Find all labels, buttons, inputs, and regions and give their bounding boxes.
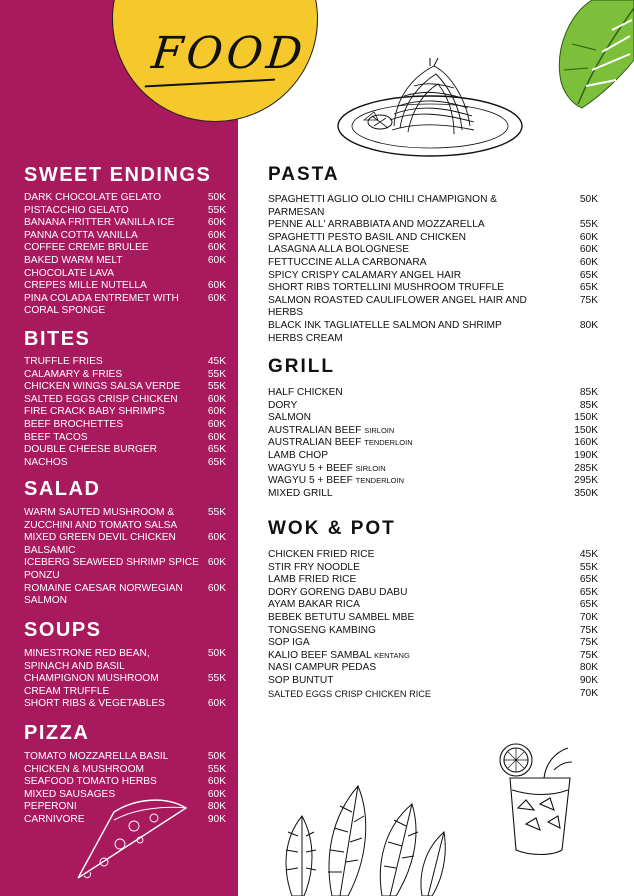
menu-item: BAKED WARM MELT CHOCOLATE LAVA 60K: [24, 254, 226, 279]
menu-item: BLACK INK TAGLIATELLE SALMON AND SHRIMP HERBS CREAM 80K: [268, 319, 598, 344]
menu-item: LAMB FRIED RICE 65K: [268, 574, 598, 586]
menu-item: DORY GORENG DABU DABU 65K: [268, 586, 598, 598]
menu-item: BEBEK BETUTU SAMBEL MBE 70K: [268, 611, 598, 623]
section-pizza: [24, 722, 226, 827]
menu-item: SEAFOOD TOMATO HERBS 60K: [24, 776, 226, 788]
section-title: WOK & POT: [268, 518, 396, 539]
menu-item: SALTED EGGS CRISP CHICKEN RICE 70K: [268, 687, 598, 699]
menu-item: STIR FRY NOODLE 55K: [268, 561, 598, 573]
menu-item: KALIO BEEF SAMBAL KENTANG 75K: [268, 649, 598, 661]
menu-item: SOP IGA 75K: [268, 637, 598, 649]
menu-item: SPAGHETTI AGLIO OLIO CHILI CHAMPIGNON & PARMESAN 50K: [268, 194, 598, 218]
menu-list: [24, 192, 226, 318]
menu-item: MINESTRONE RED BEAN, SPINACH AND BASIL 50K: [24, 648, 226, 672]
page-title: FOOD: [149, 28, 308, 79]
menu-item: MIXED GREEN DEVIL CHICKEN BALSAMIC 60K: [24, 532, 226, 556]
menu-item: LAMB CHOP 190K: [268, 449, 598, 461]
menu-item: NASI CAMPUR PEDAS 80K: [268, 662, 598, 674]
menu-item: CHICKEN WINGS SALSA VERDE 55K: [24, 381, 226, 393]
menu-item: ICEBERG SEAWEED SHRIMP SPICE PONZU 60K: [24, 557, 226, 581]
menu-item: WAGYU 5 + BEEF SIRLOIN 285K: [268, 462, 598, 474]
menu-item: TONGSENG KAMBING 75K: [268, 624, 598, 636]
menu-item: TRUFFLE FRIES 45K: [24, 356, 226, 367]
section-title: PASTA: [268, 164, 340, 185]
section-wok-pot: [268, 518, 598, 700]
menu-item: MIXED SAUSAGES 60K: [24, 788, 226, 800]
menu-list: [268, 194, 598, 345]
section-title: SOUPS: [24, 619, 102, 641]
menu-item: FIRE CRACK BABY SHRIMPS 60K: [24, 406, 226, 418]
menu-item: CHICKEN FRIED RICE 45K: [268, 549, 598, 560]
menu-item: SHORT RIBS & VEGETABLES 60K: [24, 698, 226, 710]
menu-item: CARNIVORE 90K: [24, 813, 226, 825]
menu-item: BEEF TACOS 60K: [24, 431, 226, 443]
section-title: SALAD: [24, 478, 101, 500]
menu-item: HALF CHICKEN 85K: [268, 387, 598, 398]
menu-list: [268, 549, 598, 700]
menu-item: TOMATO MOZZARELLA BASIL 50K: [24, 751, 226, 762]
cocktail-glass-icon: [496, 738, 578, 858]
section-sweet-endings: [24, 164, 226, 318]
menu-item: BANANA FRITTER VANILLA ICE 60K: [24, 217, 226, 229]
section-title: GRILL: [268, 356, 335, 377]
section-bites: [24, 328, 226, 469]
menu-item: ROMAINE CAESAR NORWEGIAN SALMON 60K: [24, 582, 226, 607]
menu-list: [24, 751, 226, 827]
section-title: BITES: [24, 328, 91, 350]
section-title: PIZZA: [24, 722, 90, 744]
menu-list: [24, 356, 226, 469]
menu-item: SHORT RIBS TORTELLINI MUSHROOM TRUFFLE 65K: [268, 282, 598, 294]
section-pasta: [268, 164, 598, 345]
menu-item: FETTUCCINE ALLA CARBONARA 60K: [268, 256, 598, 268]
menu-item: PINA COLADA ENTREMET WITH CORAL SPONGE 60K: [24, 292, 226, 317]
menu-item: NACHOS 65K: [24, 456, 226, 468]
menu-item: COFFEE CREME BRULEE 60K: [24, 242, 226, 254]
palm-leaves-icon: [262, 776, 450, 896]
menu-list: [268, 387, 598, 500]
menu-item: PEPERONI 80K: [24, 801, 226, 813]
spaghetti-plate-icon: [334, 56, 526, 160]
menu-item: WAGYU 5 + BEEF TENDERLOIN 295K: [268, 475, 598, 487]
section-soups: [24, 619, 226, 711]
menu-list: [24, 507, 226, 608]
menu-item: SALTED EGGS CRISP CHICKEN 60K: [24, 393, 226, 405]
menu-item: DOUBLE CHEESE BURGER 65K: [24, 444, 226, 456]
section-grill: [268, 356, 598, 500]
menu-item: PISTACCHIO GELATO 55K: [24, 204, 226, 216]
menu-item: CALAMARY & FRIES 55K: [24, 368, 226, 380]
menu-item: DARK CHOCOLATE GELATO 50K: [24, 192, 226, 203]
menu-item: SOP BUNTUT 90K: [268, 674, 598, 686]
section-title: SWEET ENDINGS: [24, 164, 212, 186]
menu-item: CHAMPIGNON MUSHROOM CREAM TRUFFLE 55K: [24, 673, 226, 697]
monstera-leaf-icon: [552, 0, 634, 110]
menu-item: MIXED GRILL 350K: [268, 487, 598, 499]
menu-item: PANNA COTTA VANILLA 60K: [24, 229, 226, 241]
menu-item: PENNE ALL' ARRABBIATA AND MOZZARELLA 55K: [268, 219, 598, 231]
menu-item: AYAM BAKAR RICA 65K: [268, 599, 598, 611]
menu-list: [24, 648, 226, 711]
menu-item: CREPES MILLE NUTELLA 60K: [24, 280, 226, 292]
menu-item: WARM SAUTED MUSHROOM & ZUCCHINI AND TOMATO SALSA 55K: [24, 507, 226, 531]
menu-item: CHICKEN & MUSHROOM 55K: [24, 763, 226, 775]
menu-item: LASAGNA ALLA BOLOGNESE 60K: [268, 244, 598, 256]
menu-item: SPICY CRISPY CALAMARY ANGEL HAIR 65K: [268, 269, 598, 281]
menu-item: DORY 85K: [268, 399, 598, 411]
menu-item: SALMON 150K: [268, 412, 598, 424]
menu-item: AUSTRALIAN BEEF SIRLOIN 150K: [268, 424, 598, 436]
section-salad: [24, 478, 226, 608]
menu-item: AUSTRALIAN BEEF TENDERLOIN 160K: [268, 437, 598, 449]
menu-item: SPAGHETTI PESTO BASIL AND CHICKEN 60K: [268, 231, 598, 243]
menu-item: BEEF BROCHETTES 60K: [24, 418, 226, 430]
menu-item: SALMON ROASTED CAULIFLOWER ANGEL HAIR AND HERBS 75K: [268, 294, 598, 319]
